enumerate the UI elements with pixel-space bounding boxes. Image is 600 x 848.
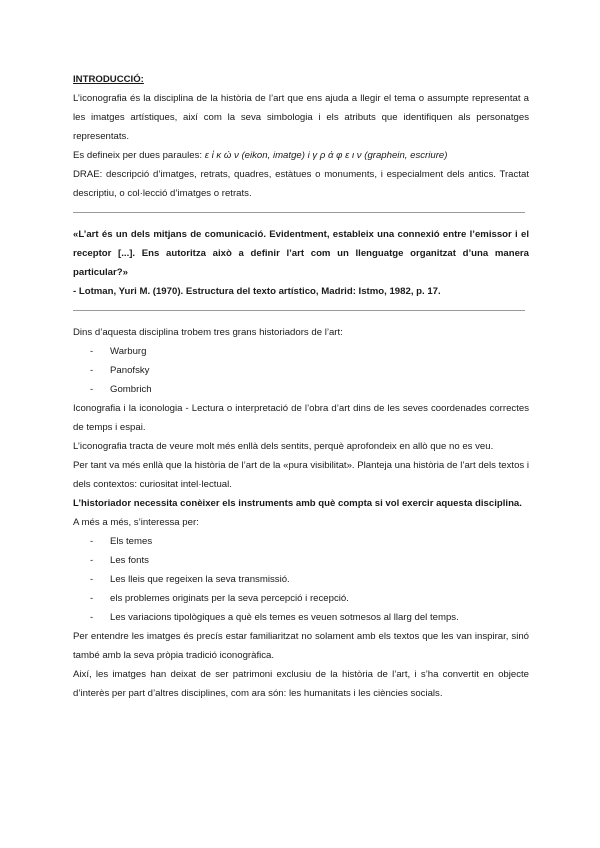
list-item: - Warburg: [73, 342, 529, 361]
understanding-paragraph: Per entendre les imatges és precís estar familiaritzat no solament amb els textos que les van inspirar, sinó també amb la seva pròpia tradició iconogràfica.: [73, 631, 529, 661]
heritage-paragraph: Així, les imatges han deixat de ser patrimoni exclusiu de la història de l’art, i s’ha convertit en objecte d’interès per part d’altres disciplines, com ara són: les humanitats i les ciències socials.: [73, 669, 529, 699]
historians-list: [73, 342, 529, 399]
lotman-quote: «L’art és un dels mitjans de comunicació. Evidentment, estableix una connexió entre l’emissor i el receptor [...]. Ens autoritza això a definir l’art com un llenguatge organitzat d’una manera particular?»: [73, 229, 529, 278]
interests-list: [73, 532, 529, 627]
drae-definition: DRAE: descripció d’imatges, retrats, quadres, estàtues o monuments, i especialment dels antics. Tractat descriptiu, o col·lecció d’imatges o retrats.: [73, 169, 529, 199]
intro-paragraph: L’iconografia és la disciplina de la història de l’art que ens ajuda a llegir el tema o assumpte representat a les imatges artístiques, així com la seva simbologia i els atributs que identifiquen als personatges representats.: [73, 93, 529, 142]
historian-needs-paragraph: L’historiador necessita conèixer els instruments amb què compta si vol exercir aquesta disciplina.: [73, 498, 522, 509]
greek-word-eikon: ε ἰ κ ώ ν: [204, 150, 239, 161]
list-item: - Les lleis que regeixen la seva transmissió.: [73, 570, 529, 589]
etymology-mid: (eikon, imatge) i: [238, 150, 313, 161]
quote-source: - Lotman, Yuri M. (1970). Estructura del texto artístico, Madrid: Istmo, 1982, p. 17.: [73, 286, 441, 297]
list-item: - Panofsky: [73, 361, 529, 380]
senses-paragraph: L’iconografia tracta de veure molt més enllà dels sentits, perquè aprofondeix en allò que no es veu.: [73, 441, 494, 452]
greek-word-graphein: γ ρ ά φ ε ι ν: [312, 150, 362, 161]
list-item: - els problemes originats per la seva percepció i recepció.: [73, 589, 529, 608]
historians-intro: Dins d’aquesta disciplina trobem tres grans historiadors de l’art:: [73, 327, 343, 338]
document-page: [73, 70, 529, 703]
etymology-suffix: (graphein, escriure): [361, 150, 448, 161]
intro-heading: INTRODUCCIÓ:: [73, 74, 144, 85]
interests-intro: A més a més, s’interessa per:: [73, 517, 199, 528]
list-item: - Les fonts: [73, 551, 529, 570]
divider-bottom: [73, 310, 525, 311]
iconology-paragraph: Iconografia i la iconologia - Lectura o interpretació de l’obra d’art dins de les seves coordenades correctes de temps i espai.: [73, 403, 529, 433]
list-item: - Gombrich: [73, 380, 529, 399]
list-item: - Les variacions tipològiques a què els temes es veuen sotmesos al llarg del temps.: [73, 608, 529, 627]
etymology-prefix: Es defineix per dues paraules:: [73, 150, 205, 161]
divider-top: [73, 212, 525, 213]
etymology-paragraph: [73, 146, 529, 165]
list-item: - Els temes: [73, 532, 529, 551]
visibility-paragraph: Per tant va més enllà que la història de l’art de la «pura visibilitat». Planteja una història de l’art dels textos i dels contextos: curiositat intel·lectual.: [73, 460, 529, 490]
